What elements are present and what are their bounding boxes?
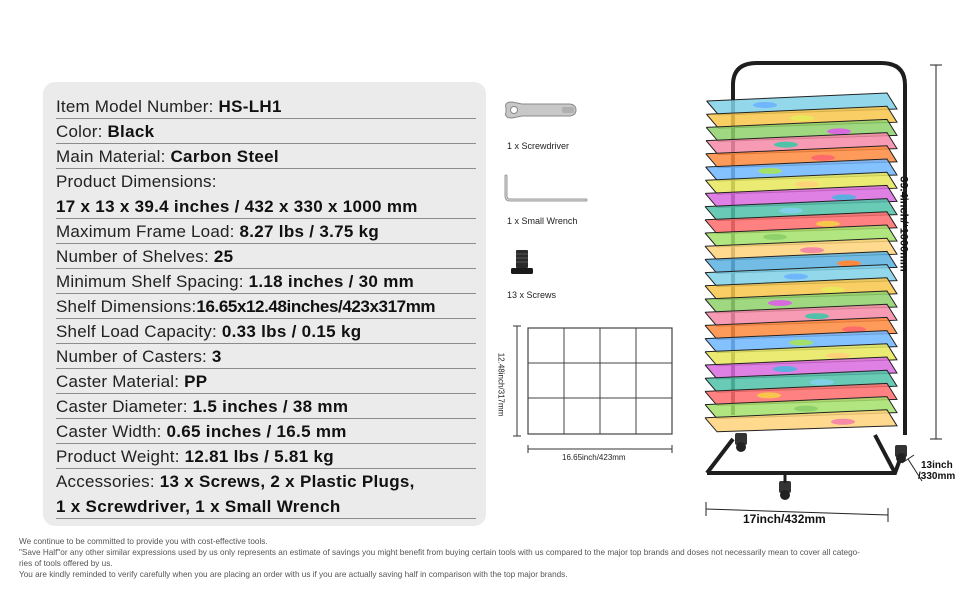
spec-row-model: [56, 94, 476, 119]
spec-label: Number of Shelves:: [56, 247, 214, 266]
spec-label: Main Material:: [56, 147, 171, 166]
spec-row-caster-diameter: [56, 394, 476, 419]
spec-row-casters: [56, 344, 476, 369]
spec-value: Black: [107, 122, 155, 141]
spec-label: Maximum Frame Load:: [56, 222, 240, 241]
disclaimer-line: You are kindly reminded to verify carefully when you are placing an order with us if you are actually saving half in comparison with the top major brands.: [19, 570, 568, 579]
disclaimer: [19, 536, 949, 580]
spec-value: 16.65x12.48inches/423x317mm: [196, 297, 436, 316]
spec-row-color: [56, 119, 476, 144]
spec-label: Caster Diameter:: [56, 397, 193, 416]
screwdriver-caption: 1 x Screwdriver: [507, 141, 570, 151]
spec-label: Number of Casters:: [56, 347, 212, 366]
spec-row-shelf-load: [56, 319, 476, 344]
spec-label: Item Model Number:: [56, 97, 219, 116]
spec-value: 25: [213, 247, 234, 266]
spec-value: 13 x Screws, 2 x Plastic Plugs,: [159, 472, 415, 491]
spec-label: Accessories:: [56, 472, 160, 491]
spec-row-shelf-spacing: [56, 269, 476, 294]
disclaimer-line: We continue to be committed to provide you with cost-effective tools.: [19, 537, 268, 546]
spec-row-caster-material: [56, 369, 476, 394]
spec-value: 12.81 lbs / 5.81 kg: [184, 447, 334, 466]
spec-panel: [43, 82, 486, 526]
spec-label: Product Dimensions:: [56, 172, 217, 191]
spec-value: 1.18 inches / 30 mm: [248, 272, 415, 291]
spec-label: Caster Width:: [56, 422, 167, 441]
disclaimer-line: ries of tools offered by us.: [19, 559, 113, 568]
spec-value: 1 x Screwdriver, 1 x Small Wrench: [56, 497, 341, 516]
spec-label: Shelf Dimensions:: [56, 297, 197, 316]
spec-value: 0.33 lbs / 0.15 kg: [221, 322, 362, 341]
spec-value: 0.65 inches / 16.5 mm: [166, 422, 347, 441]
shelf-height-label: 12.48inch/317mm: [496, 352, 506, 417]
spec-row-material: [56, 144, 476, 169]
spec-label: Shelf Load Capacity:: [56, 322, 222, 341]
spec-row-accessories-cont: [56, 494, 476, 519]
rack-depth-label: 13inch: [921, 460, 953, 471]
shelf-diagram: [500, 320, 690, 470]
spec-label: Minimum Shelf Spacing:: [56, 272, 249, 291]
spec-row-accessories: [56, 469, 476, 493]
spec-value: HS-LH1: [218, 97, 282, 116]
spec-row-shelf-dimensions: [56, 294, 476, 319]
spec-value: PP: [184, 372, 208, 391]
rack-height-label: 39.4inch/*1000mm: [897, 176, 910, 272]
screw-icon: [510, 248, 534, 278]
spec-label: Color:: [56, 122, 108, 141]
shelf-width-label: 16.65inch/423mm: [562, 453, 626, 462]
spec-row-caster-width: [56, 419, 476, 444]
rack-width-label: 17inch/432mm: [743, 512, 826, 526]
spec-value: 17 x 13 x 39.4 inches / 432 x 330 x 1000 mm: [56, 197, 418, 216]
screws-caption: 13 x Screws: [507, 290, 557, 300]
spec-label: Product Weight:: [56, 447, 185, 466]
spec-value: 3: [211, 347, 222, 366]
spec-value: 1.5 inches / 38 mm: [192, 397, 349, 416]
spec-row-weight: [56, 444, 476, 469]
spec-row-shelves: [56, 244, 476, 269]
wrench-caption: 1 x Small Wrench: [507, 216, 578, 226]
disclaimer-line: "Save Half"or any other similar expressions used by us only represents an estimate of savings you might benefit from buying certain tools with us compared to the major top brands and doses not necessarily mean to cover all catego-: [19, 548, 860, 557]
spec-label: Caster Material:: [56, 372, 185, 391]
screwdriver-icon: [500, 96, 580, 130]
spec-row-dimensions-label: [56, 169, 476, 193]
spec-value: Carbon Steel: [170, 147, 279, 166]
spec-value: 8.27 lbs / 3.75 kg: [239, 222, 380, 241]
spec-row-dimensions-value: [56, 194, 476, 219]
rack-depth-label-mm: /330mm: [918, 471, 956, 482]
allen-wrench-icon: [500, 174, 590, 204]
spec-row-frame-load: [56, 219, 476, 244]
